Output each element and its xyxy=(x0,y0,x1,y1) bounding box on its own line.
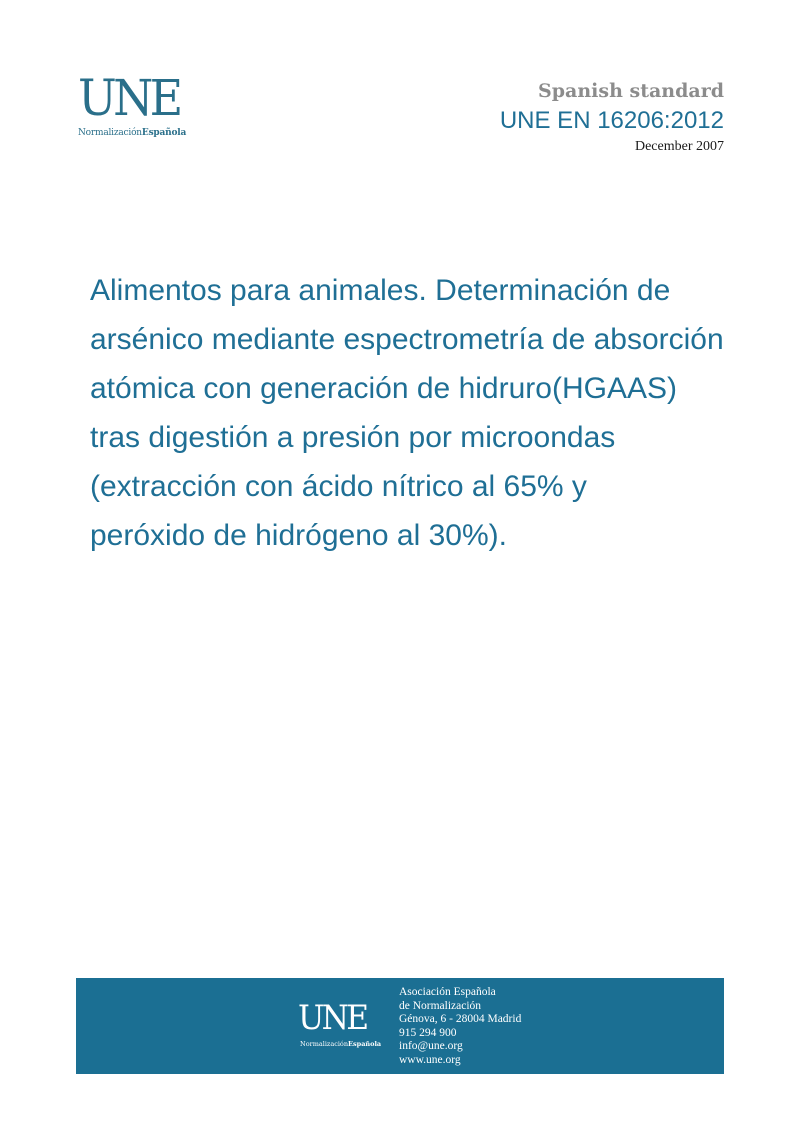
footer-une-logo xyxy=(298,1000,388,1050)
footer-band xyxy=(76,978,724,1074)
org-name-line2: de Normalización xyxy=(399,999,482,1012)
title-line: Alimentos para animales. Determinación de xyxy=(90,274,671,307)
title-line: tras digestión a presión por microondas xyxy=(90,421,616,454)
title-line: peróxido de hidrógeno al 30%). xyxy=(90,519,507,552)
org-address: Génova, 6 - 28004 Madrid xyxy=(399,1013,522,1025)
footer-logo-subtitle-bold: Española xyxy=(348,1040,382,1048)
title-line: arsénico mediante espectrometría de absorción xyxy=(90,323,724,356)
org-website: www.une.org xyxy=(399,1053,461,1066)
logo-subtitle-regular: Normalización xyxy=(78,128,142,138)
standard-code: UNE EN 16206:2012 xyxy=(499,107,724,134)
org-name-line1: Asociación Española xyxy=(399,986,496,998)
org-phone: 915 294 900 xyxy=(399,1026,457,1039)
footer-logo-wordmark: UNE xyxy=(298,998,367,1038)
document-type: Spanish standard xyxy=(538,80,724,102)
title-line: (extracción con ácido nítrico al 65% y xyxy=(90,470,587,503)
document-title xyxy=(90,266,780,560)
une-logo xyxy=(78,69,198,142)
footer-logo-subtitle-regular: Normalización xyxy=(300,1040,349,1048)
une-logo-wordmark: UNE xyxy=(78,69,180,127)
une-logo-subtitle xyxy=(78,128,186,138)
footer-logo-subtitle xyxy=(300,1040,381,1048)
logo-subtitle-bold: Española xyxy=(141,128,187,138)
footer-contact-info xyxy=(399,986,521,1067)
org-email: info@une.org xyxy=(399,1040,463,1052)
document-header xyxy=(500,80,724,156)
title-line: atómica con generación de hidruro(HGAAS) xyxy=(90,372,677,405)
publication-date: December 2007 xyxy=(634,139,724,154)
